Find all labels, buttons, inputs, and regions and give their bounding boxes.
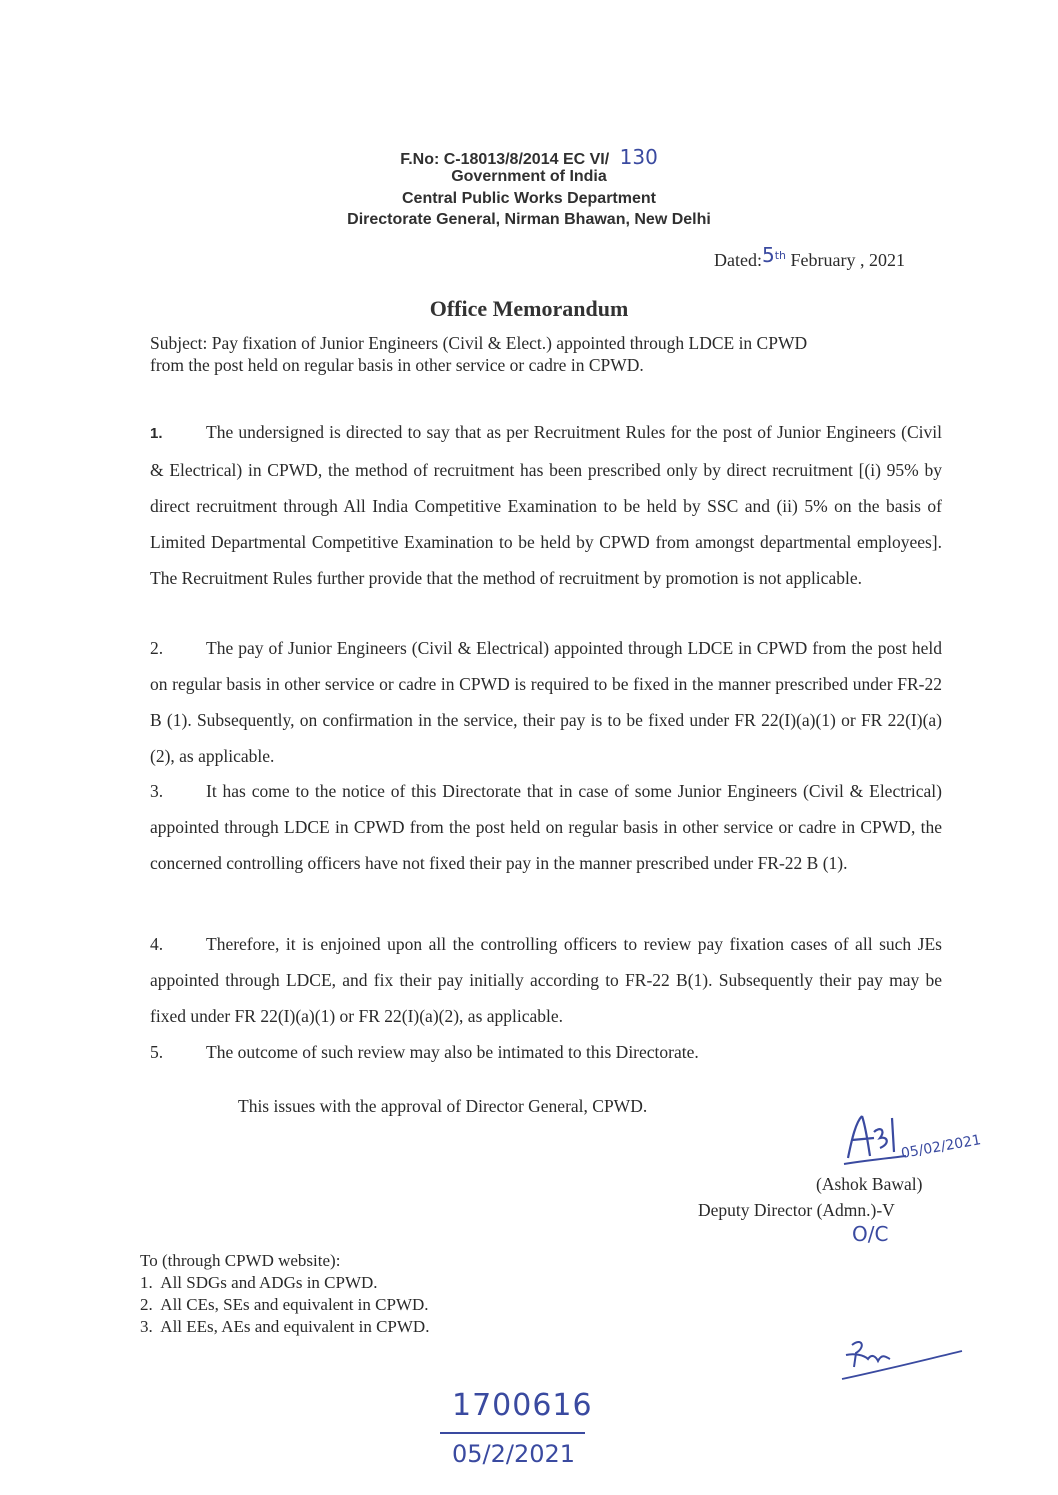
distribution-item: 1. All SDGs and ADGs in CPWD.: [140, 1273, 378, 1292]
signatory-name: (Ashok Bawal): [816, 1174, 923, 1194]
register-divider: [440, 1432, 585, 1434]
signature-initials-icon: [840, 1108, 990, 1168]
header-directorate: Directorate General, Nirman Bhawan, New Delhi: [347, 211, 711, 228]
paragraph-text: The pay of Junior Engineers (Civil & Electrical) appointed through LDCE in CPWD from the post held on regular basis in other service or cadre in CPWD is required to be fixed in the manner prescribed under FR-22 B (1). Subsequently, on confirmation in the service, their pay is to be fixed under FR 22(I)(a)(1) or FR 22(I)(a)(2), as applicable.: [150, 638, 942, 766]
signatory-designation: Deputy Director (Admn.)-V: [698, 1200, 895, 1220]
register-date: 05/2/2021: [452, 1440, 576, 1468]
dated-line: [714, 243, 905, 271]
header-department: Central Public Works Department: [402, 190, 656, 207]
distribution-heading: To (through CPWD website):: [140, 1251, 341, 1270]
paragraph-number: 1.: [150, 425, 163, 442]
subject-line-1: Subject: Pay fixation of Junior Engineers (Civil & Elect.) appointed through LDCE in CPWD: [150, 333, 808, 353]
day-suffix: th: [774, 249, 787, 262]
distribution-item: 3. All EEs, AEs and equivalent in CPWD.: [140, 1317, 430, 1336]
paragraph-number: 2.: [150, 638, 164, 658]
paragraph-text: The undersigned is directed to say that as per Recruitment Rules for the post of Junior Engineers (Civil & Electrical) in CPWD, the method of recruitment has been prescribed only by direct recruitment [(i) 95% by direct recruitment through All India Competitive Examination to be held by SSC and (ii) 5% on the basis of Limited Departmental Competitive Examination to be held by CPWD from amongst departmental employees]. The Recruitment Rules further provide that the method of recruitment by promotion is not applicable.: [150, 422, 942, 588]
register-number: 1700616: [452, 1388, 593, 1423]
paragraph-number: 5.: [150, 1042, 164, 1062]
dated-label: Dated:: [714, 250, 762, 270]
distribution-list: [140, 1250, 429, 1338]
dated-month-year: February , 2021: [790, 250, 905, 270]
header-government: Government of India: [451, 168, 607, 185]
paragraph-number: 3.: [150, 781, 164, 801]
paragraph-text: The outcome of such review may also be intimated to this Directorate.: [206, 1042, 699, 1062]
paragraph-5: [150, 1034, 942, 1070]
handwritten-day: 5: [761, 243, 775, 267]
paragraph-number: 4.: [150, 934, 164, 954]
approval-line: This issues with the approval of Director General, CPWD.: [238, 1096, 648, 1116]
paragraph-3: [150, 773, 942, 881]
paragraph-text: Therefore, it is enjoined upon all the controlling officers to review pay fixation cases of all such JEs appointed through LDCE, and fix their pay initially according to FR-22 B(1). Subsequently their pay may be fixed under FR 22(I)(a)(1) or FR 22(I)(a)(2), as applicable.: [150, 934, 942, 1026]
page-title: Office Memorandum: [429, 296, 629, 321]
paragraph-4: [150, 926, 942, 1034]
paragraph-1: [150, 414, 942, 596]
handwritten-oc: O/C: [852, 1222, 889, 1246]
file-number: [0, 145, 1058, 169]
distribution-item: 2. All CEs, SEs and equivalent in CPWD.: [140, 1295, 429, 1314]
signature-date: 05/02/2021: [899, 1132, 983, 1162]
paragraph-text: It has come to the notice of this Directorate that in case of some Junior Engineers (Civil & Electrical) appointed through LDCE in CPWD from the post held on regular basis in other service or cadre in CPWD, the concerned controlling officers have not fixed their pay in the manner prescribed under FR-22 B (1).: [150, 781, 942, 873]
paragraph-2: [150, 630, 942, 774]
subject-line-2: from the post held on regular basis in other service or cadre in CPWD.: [150, 355, 644, 375]
file-number-text: F.No: C-18013/8/2014 EC VI/: [400, 151, 610, 168]
subject: [150, 332, 942, 376]
handwritten-initials-icon: [840, 1335, 970, 1385]
handwritten-file-suffix: 130: [619, 145, 658, 169]
